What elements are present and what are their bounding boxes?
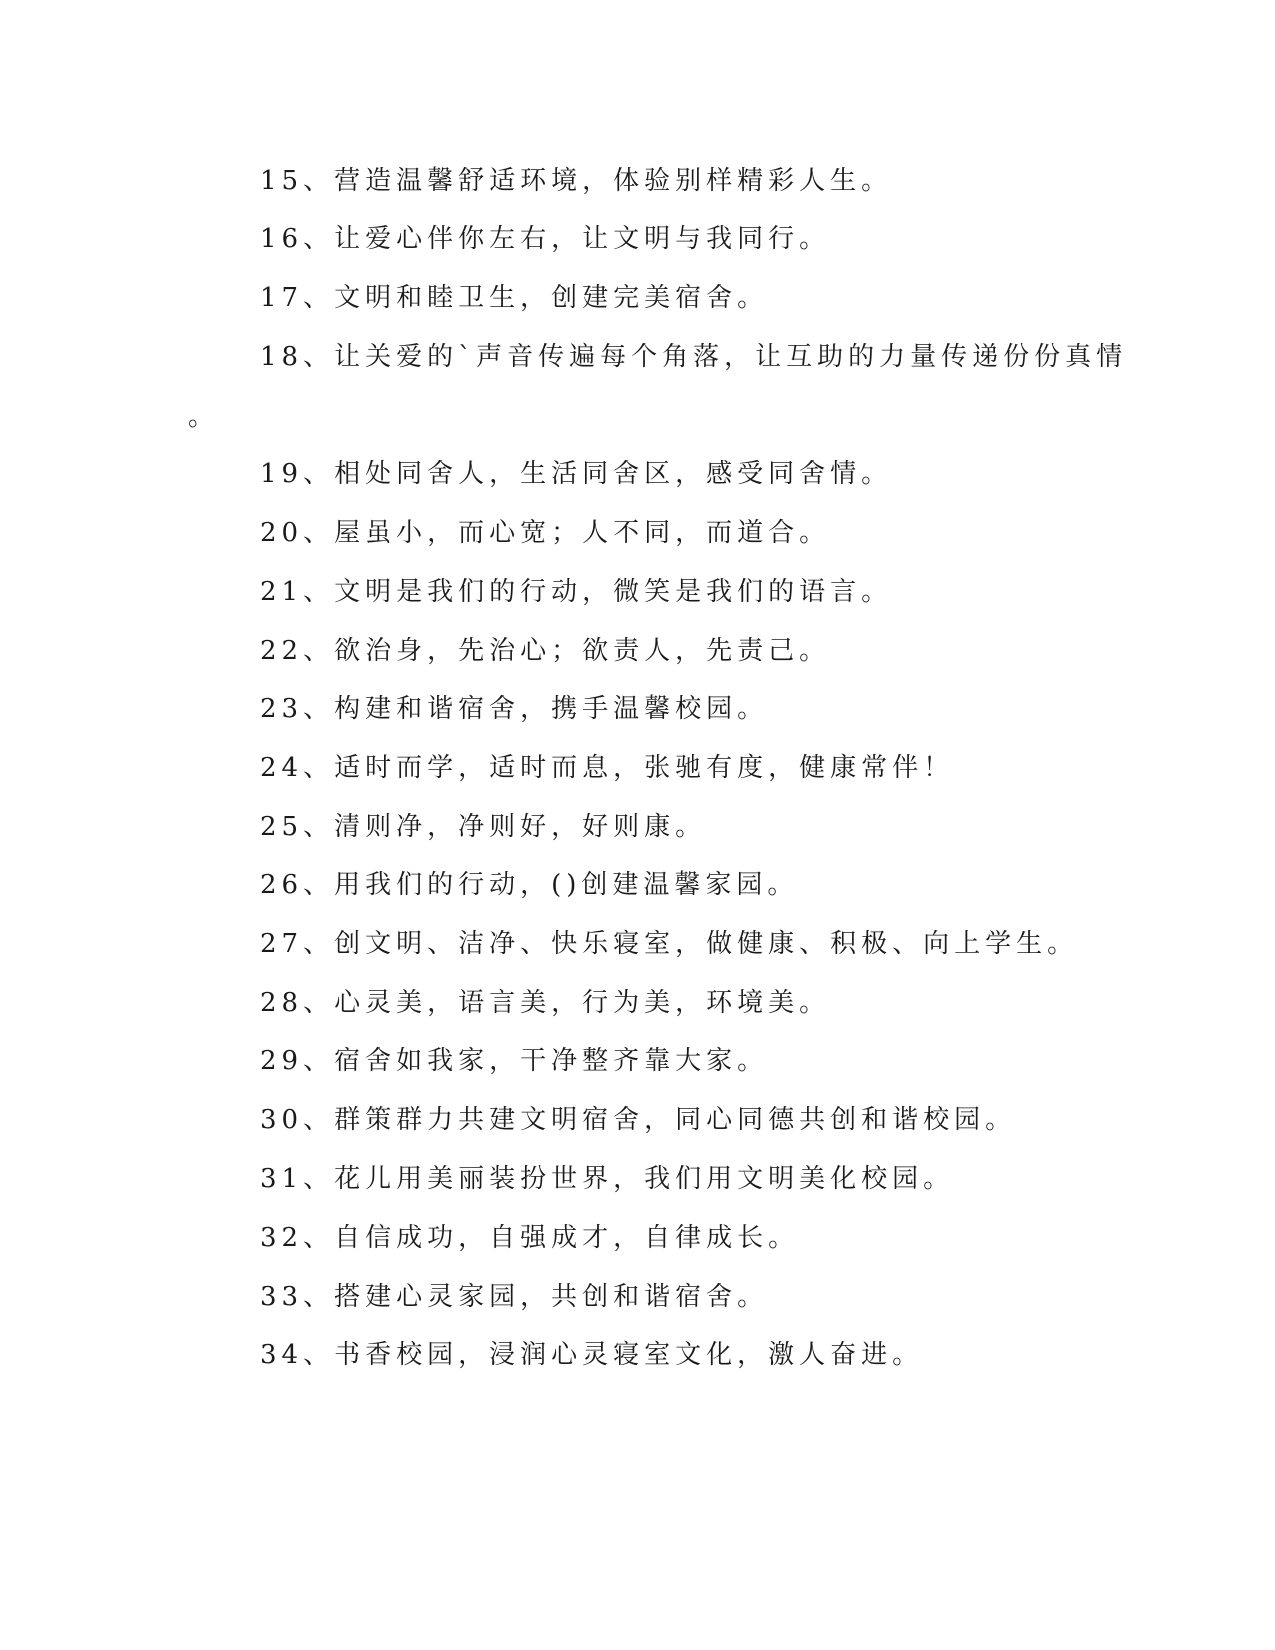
slogan-26: 26、用我们的行动，()创建温馨家园。 [260,870,799,900]
slogan-25: 25、清则净，净则好，好则康。 [260,812,707,842]
slogan-18-continuation: 。 [188,402,215,432]
slogan-15: 15、营造温馨舒适环境，体验别样精彩人生。 [260,166,893,196]
slogan-28: 28、心灵美，语言美，行为美，环境美。 [260,988,831,1018]
slogan-32: 32、自信成功，自强成才，自律成长。 [260,1223,800,1253]
slogan-19: 19、相处同舍人，生活同舍区，感受同舍情。 [260,459,893,489]
slogan-34: 34、书香校园，浸润心灵寝室文化，激人奋进。 [260,1340,924,1370]
slogan-17: 17、文明和睦卫生，创建完美宿舍。 [260,283,769,313]
slogan-29: 29、宿舍如我家，干净整齐靠大家。 [260,1046,769,1076]
slogan-31: 31、花儿用美丽装扮世界，我们用文明美化校园。 [260,1164,955,1194]
slogan-20: 20、屋虽小，而心宽；人不同，而道合。 [260,518,831,548]
slogan-16: 16、让爱心伴你左右，让文明与我同行。 [260,224,831,254]
slogan-23: 23、构建和谐宿舍，携手温馨校园。 [260,694,769,724]
slogan-22: 22、欲治身，先治心；欲责人，先责己。 [260,636,831,666]
slogan-27: 27、创文明、洁净、快乐寝室，做健康、积极、向上学生。 [260,929,1079,959]
slogan-24: 24、适时而学，适时而息，张驰有度，健康常伴！ [260,753,955,783]
slogan-33: 33、搭建心灵家园，共创和谐宿舍。 [260,1282,769,1312]
slogan-18: 18、让关爱的`声音传遍每个角落，让互助的力量传递份份真情 [260,342,1128,372]
slogan-21: 21、文明是我们的行动，微笑是我们的语言。 [260,577,893,607]
slogan-30: 30、群策群力共建文明宿舍，同心同德共创和谐校园。 [260,1105,1017,1135]
